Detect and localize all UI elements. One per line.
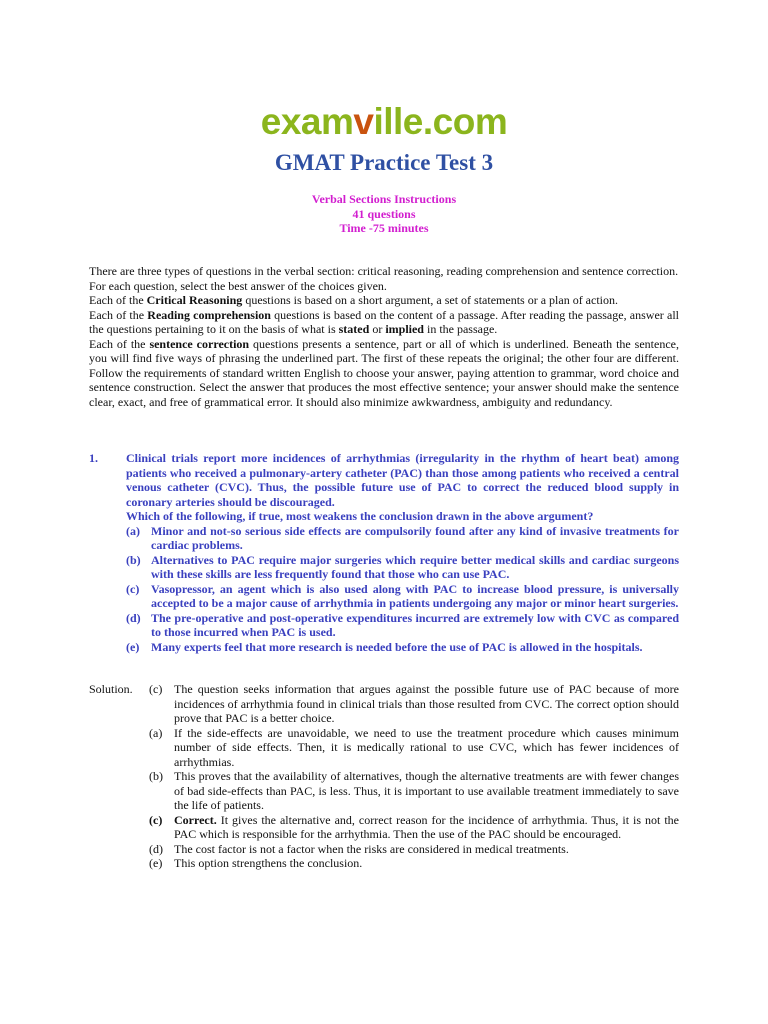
- answer-option: [126, 524, 679, 553]
- intro-text: Each of the: [89, 293, 147, 307]
- solution-explanation: [149, 842, 679, 857]
- option-text: Alternatives to PAC require major surgeries which require better medical skills and cardiac surgeons with these skills are less frequently found that those who can use PAC.: [151, 552, 679, 581]
- intro-paragraph: [89, 337, 679, 410]
- question-stem: Clinical trials report more incidences of arrhythmias (irregularity in the rhythm of heart beat) among patients who received a pulmonary-artery catheter (PAC) than those among patients who received a central venous catheter (CVC). Thus, the possible future use of PAC to correct the reduced blood supply in coronary arteries should be discouraged.: [126, 451, 679, 509]
- option-key: (c): [126, 581, 140, 596]
- logo-text-v: v: [353, 101, 374, 142]
- solution-explanation: [149, 813, 679, 842]
- question-number: 1.: [89, 451, 98, 465]
- option-key: (d): [126, 610, 141, 625]
- explanation-key: (d): [149, 841, 163, 856]
- solution-label: Solution.: [89, 682, 133, 696]
- intro-text: questions is based on the content of a passage. After reading the passage, answer all the questions pertaining to it on the basis of what is: [89, 307, 679, 336]
- option-text: Minor and not-so serious side effects are compulsorily found after any kind of invasive treatments for cardiac problems.: [151, 523, 679, 552]
- instructions-line-3: Time -75 minutes: [339, 221, 429, 235]
- solution-explanation: [149, 856, 679, 871]
- option-key: (b): [126, 552, 141, 567]
- solution-row: [89, 682, 679, 871]
- answer-option: [126, 553, 679, 582]
- intro-text: questions presents a sentence, part or all of which is underlined. Beneath the sentence, you will find five ways of phrasing the underlined part. The first of these repeats the original; the other four are different. Follow the requirements of standard written English to choose your answer, paying attention to grammar, word choice and sentence construction. Select the answer that produces the most effective sentence; your answer should make the sentence clear, exact, and free of grammatical error. It should also minimize awkwardness, ambiguity and redundancy.: [89, 336, 679, 409]
- solution-answer-text: The question seeks information that argues against the possible future use of PAC because of more incidences of arrhythmia found in clinical trials than those resulted from CVC. The correct option should prove that PAC is a better choice.: [174, 682, 679, 725]
- intro-paragraph: There are three types of questions in the verbal section: critical reasoning, reading comprehension and sentence correction.: [89, 264, 679, 278]
- instructions-line-2: 41 questions: [352, 206, 416, 221]
- explanation-key: (a): [149, 725, 163, 740]
- answer-option: [126, 640, 679, 655]
- explanation-key: (e): [149, 856, 163, 870]
- explanation-text: [174, 813, 679, 842]
- solution-answer: [149, 682, 679, 726]
- option-text: The pre-operative and post-operative expenditures incurred are extremely low with CVC as compared to those incurred when PAC is used.: [151, 610, 679, 639]
- option-key: (e): [126, 639, 140, 654]
- intro-paragraph: [89, 293, 679, 308]
- page-title: GMAT Practice Test 3: [274, 150, 494, 175]
- answer-option: [126, 582, 679, 611]
- intro-text: or: [369, 322, 386, 336]
- explanation-detail: It gives the alternative and, correct reason for the incidence of arrhythmia. Thus, it is not the PAC which is responsible for the arrhythmia. Then the use of the PAC should be encouraged.: [174, 812, 679, 841]
- explanation-key: (b): [149, 769, 163, 783]
- solution-explanation: [149, 769, 679, 813]
- explanation-text: This option strengthens the conclusion.: [174, 856, 363, 870]
- explanation-text: If the side-effects are unavoidable, we need to use the treatment procedure which causes minimum number of side effects. Then, it is medically rational to use CVC, which has fewer incidences of arrhythmias.: [174, 725, 679, 769]
- logo-text-exam: exam: [260, 101, 354, 142]
- intro-text: questions is based on a short argument, a set of statements or a plan of action.: [242, 293, 619, 307]
- intro-bold-term: implied: [385, 322, 424, 336]
- intro-paragraph: [89, 308, 679, 337]
- instructions-line-1: Verbal Sections Instructions: [311, 192, 457, 206]
- intro-bold-term: Reading comprehension: [147, 307, 271, 322]
- intro-text: Each of the: [89, 307, 148, 322]
- option-key: (a): [126, 523, 140, 538]
- intro-section: [89, 264, 679, 409]
- explanation-text: The cost factor is not a factor when the risks are considered in medical treatments.: [174, 841, 569, 856]
- explanation-text: This proves that the availability of alternatives, though the alternative treatments are with fewer changes of bad side-effects than PAC, is less. Thus, it is important to use available treatment immediately to save the life of patients.: [174, 769, 679, 812]
- intro-text: in the passage.: [423, 322, 498, 336]
- question-prompt: Which of the following, if true, most weakens the conclusion drawn in the above argument?: [126, 509, 594, 523]
- intro-bold-term: Critical Reasoning: [146, 293, 243, 307]
- correct-marker: Correct.: [174, 812, 217, 827]
- answer-option: [126, 611, 679, 640]
- intro-text: Each of the: [89, 336, 150, 351]
- solution-explanation: [149, 726, 679, 770]
- verbal-instructions-header: [0, 192, 768, 236]
- option-text: Vasopressor, an agent which is also used along with PAC to increase blood pressure, is universally accepted to be a major cause of arrhythmia in patients undergoing any major or minor heart surgeries.: [151, 581, 679, 610]
- explanation-key: (c): [149, 812, 163, 827]
- option-text: Many experts feel that more research is needed before the use of PAC is allowed in the hospitals.: [151, 639, 643, 654]
- solution-body: [149, 682, 679, 871]
- solution-section: [89, 682, 679, 871]
- examville-logo: [0, 98, 768, 146]
- question-body: [126, 451, 679, 654]
- intro-bold-term: sentence correction: [149, 336, 250, 351]
- question-row: [89, 451, 679, 654]
- intro-paragraph: For each question, select the best answer of the choices given.: [89, 278, 387, 293]
- solution-answer-key: (c): [149, 682, 163, 696]
- logo-text-ille: ille.com: [373, 101, 508, 142]
- question-1: [89, 451, 679, 654]
- intro-bold-term: stated: [338, 322, 370, 336]
